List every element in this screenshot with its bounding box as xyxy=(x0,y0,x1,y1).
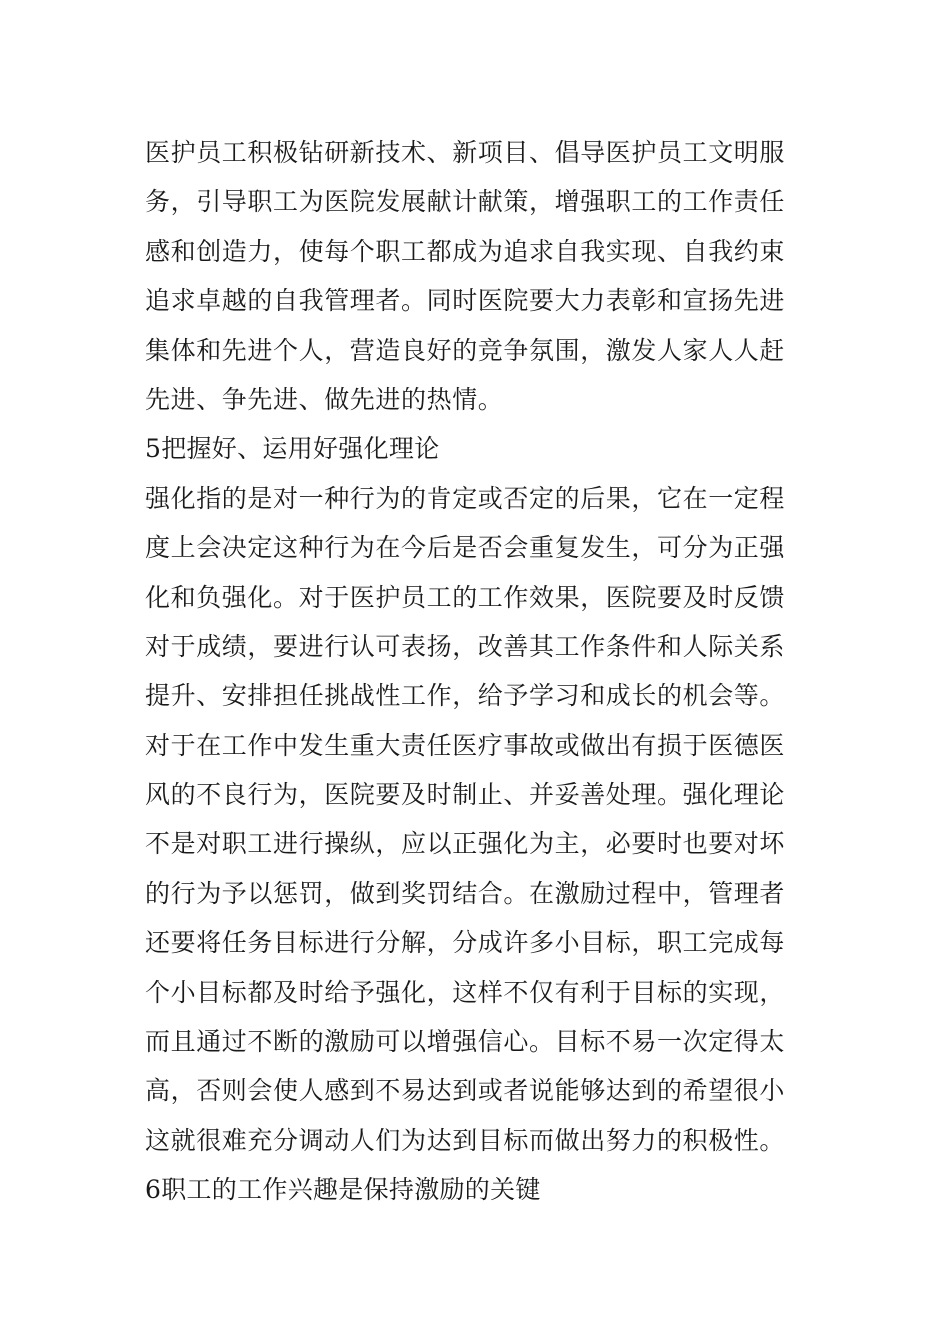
section-heading: 5把握好、运用好强化理论 xyxy=(145,434,440,464)
section-heading: 6职工的工作兴趣是保持激励的关键 xyxy=(145,1175,541,1205)
paragraph-line: 不是对职工进行操纵，应以正强化为主，必要时也要对坏 xyxy=(145,829,786,859)
paragraph-line: 化和负强化。对于医护员工的工作效果，医院要及时反馈 xyxy=(145,582,786,612)
paragraph-line: 务，引导职工为医院发展献计献策，增强职工的工作责任 xyxy=(145,187,786,217)
paragraph-line: 对于成绩，要进行认可表扬，改善其工作条件和人际关系 xyxy=(145,631,786,661)
paragraph-line: 医护员工积极钻研新技术、新项目、倡导医护员工文明服 xyxy=(145,138,786,167)
paragraph-line: 这就很难充分调动人们为达到目标而做出努力的积极性。 xyxy=(145,1125,786,1155)
paragraph-line: 集体和先进个人，营造良好的竞争氛围，激发人家人人赶 xyxy=(145,335,786,365)
paragraph-line: 先进、争先进、做先进的热情。 xyxy=(145,384,504,414)
document-page xyxy=(145,128,815,1215)
paragraph-line: 风的不良行为，医院要及时制止、并妥善处理。强化理论 xyxy=(145,780,786,810)
paragraph-line: 个小目标都及时给予强化，这样不仅有利于目标的实现， xyxy=(145,977,786,1007)
paragraph-line: 还要将任务目标进行分解，分成许多小目标，职工完成每 xyxy=(145,928,786,958)
paragraph-line: 追求卓越的自我管理者。同时医院要大力表彰和宣扬先进 xyxy=(145,286,786,316)
paragraph-line: 的行为予以惩罚，做到奖罚结合。在激励过程中，管理者 xyxy=(145,878,786,908)
paragraph-line: 度上会决定这种行为在今后是否会重复发生，可分为正强 xyxy=(145,533,786,563)
paragraph-line: 高，否则会使人感到不易达到或者说能够达到的希望很小 xyxy=(145,1076,786,1106)
paragraph-line: 强化指的是对一种行为的肯定或否定的后果，它在一定程 xyxy=(145,483,786,513)
paragraph-line: 而且通过不断的激励可以增强信心。目标不易一次定得太 xyxy=(145,1027,786,1057)
paragraph-line: 感和创造力，使每个职工都成为追求自我实现、自我约束 xyxy=(145,236,786,266)
paragraph-line: 提升、安排担任挑战性工作，给予学习和成长的机会等。 xyxy=(145,681,786,711)
paragraph-line: 对于在工作中发生重大责任医疗事故或做出有损于医德医 xyxy=(145,730,786,760)
